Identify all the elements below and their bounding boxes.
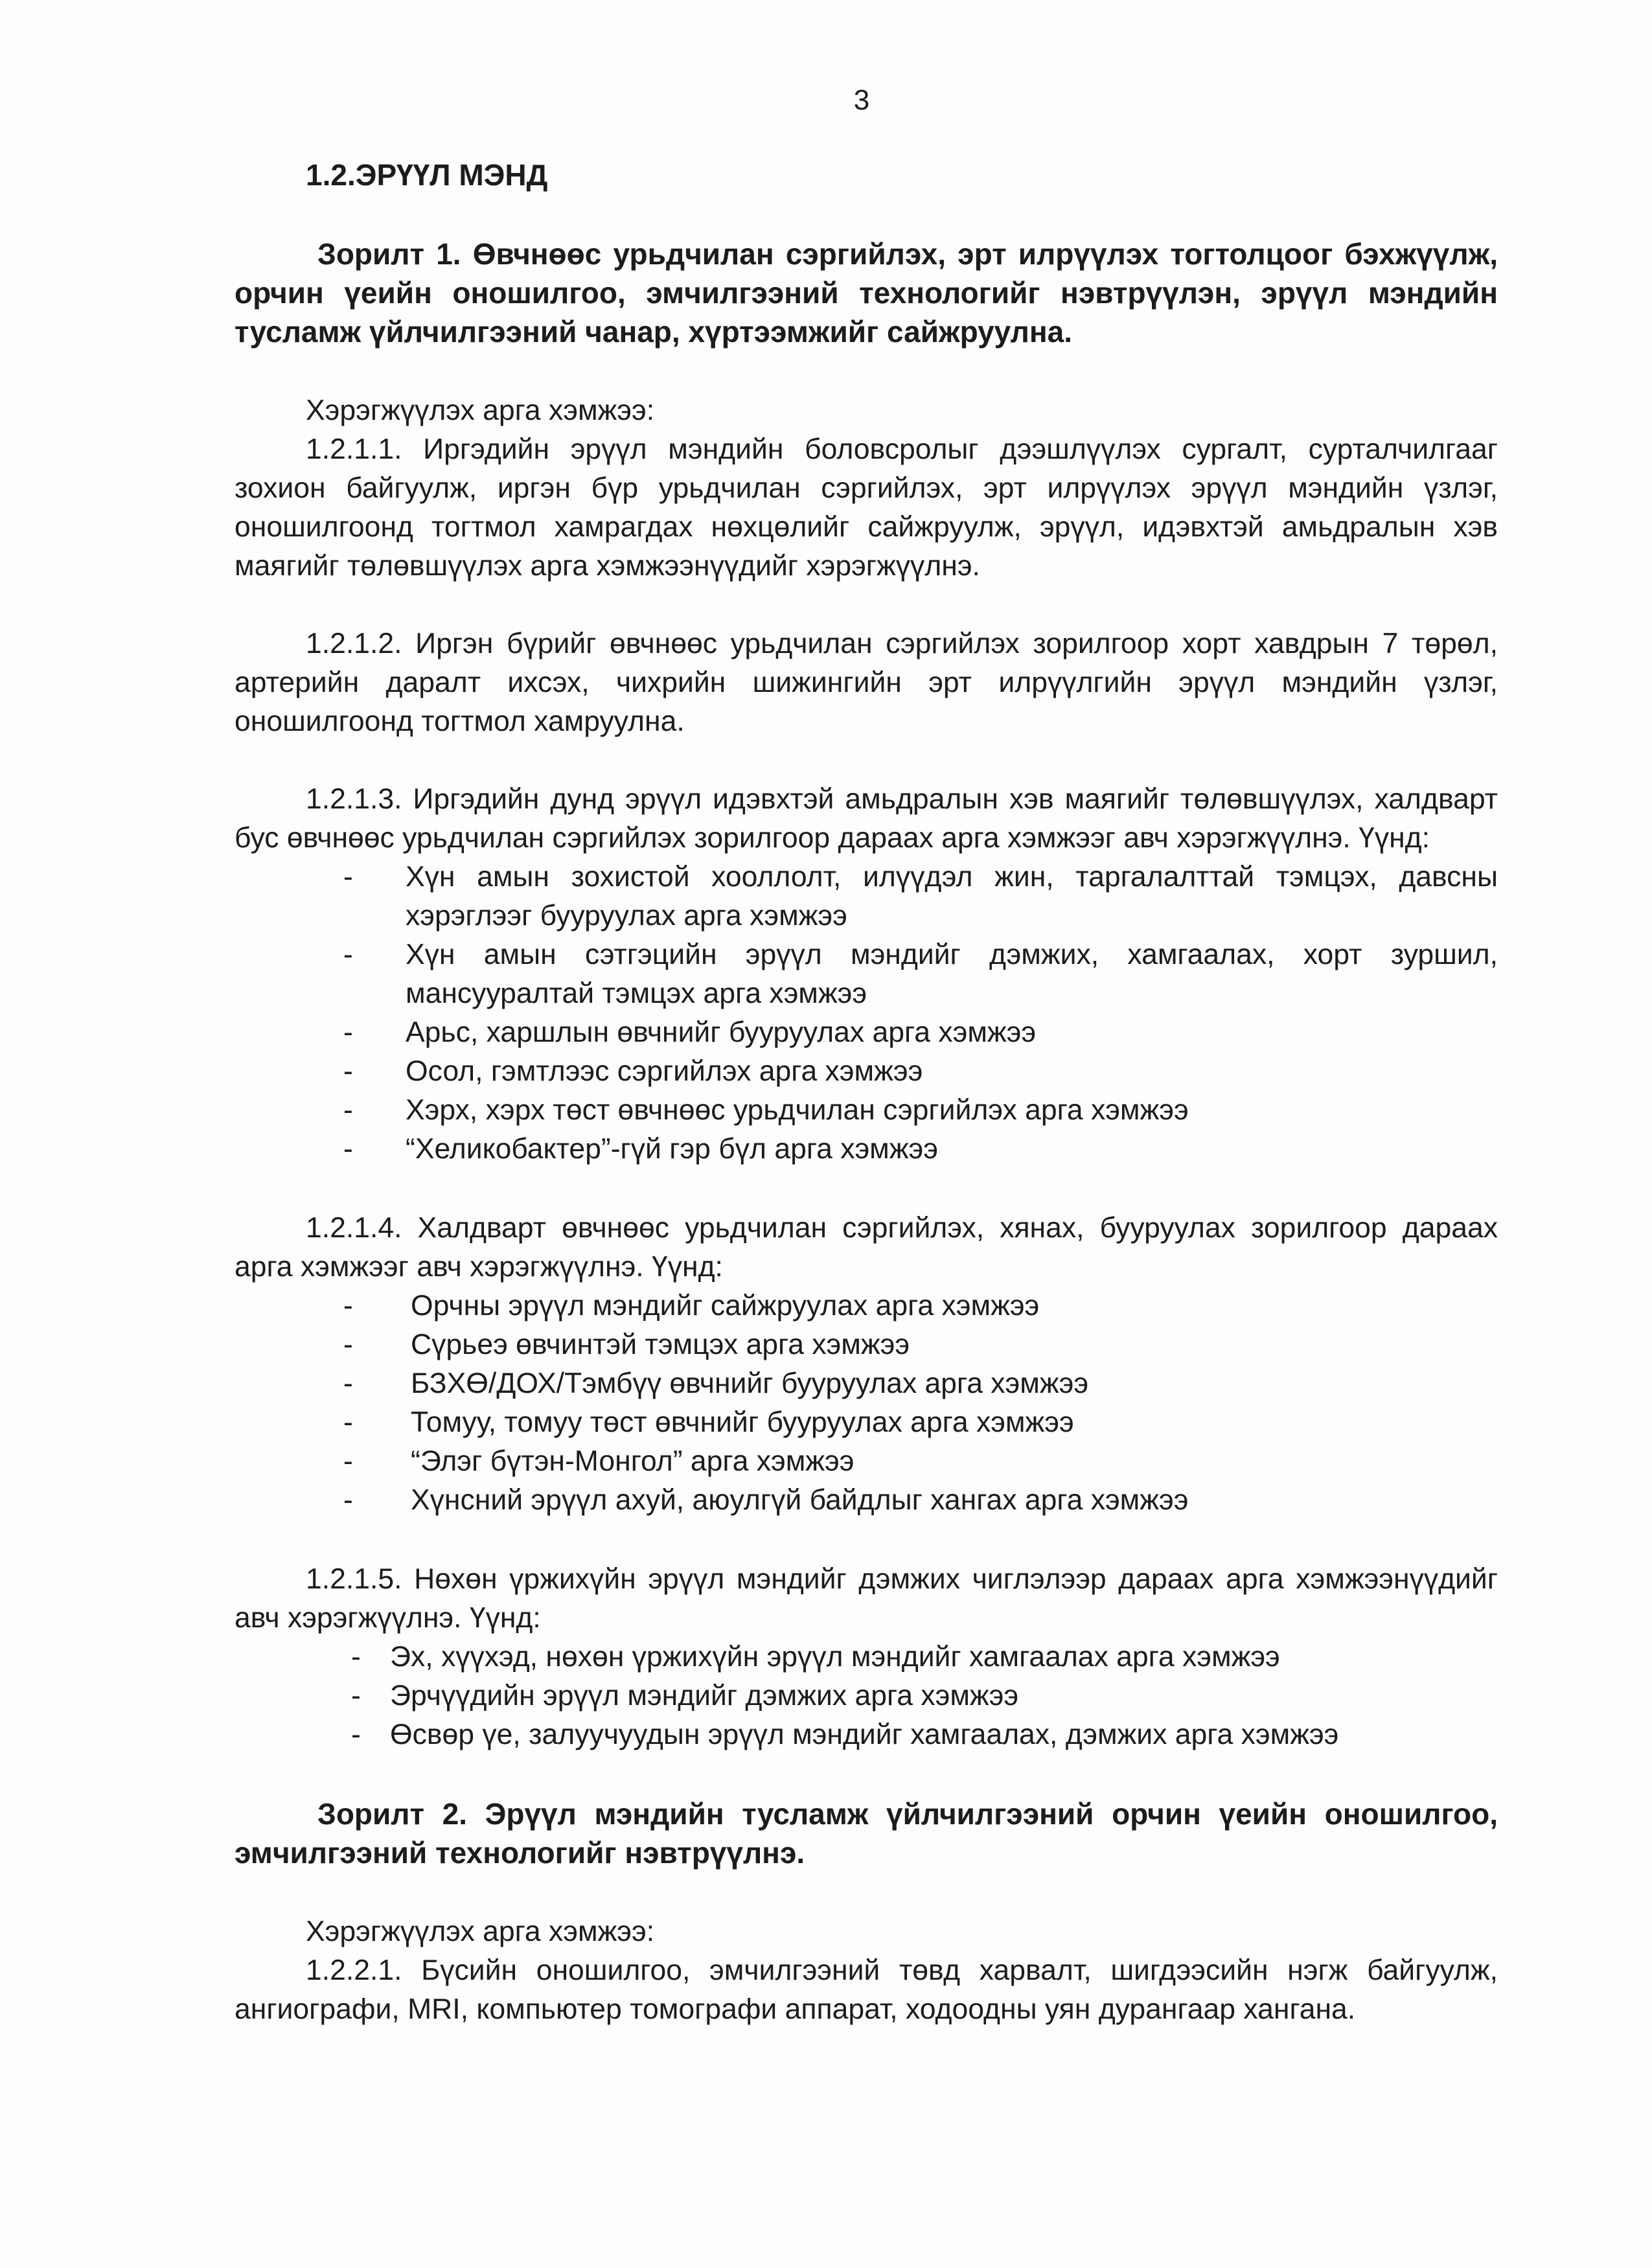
list-item: - Осол, гэмтлээс сэргийлэх арга хэмжээ: [235, 1052, 1498, 1091]
dash-bullet: -: [351, 1719, 361, 1750]
paragraph-1-2-1-1: 1.2.1.1. Иргэдийн эрүүл мэндийн боловсролыг дээшлүүлэх сургалт, сурталчилгааг зохион байгуулж, иргэн бүр урьдчилан сэргийлэх, эрт илрүүлэх эрүүл мэндийн үзлэг, оношилгоонд тогтмол хамрагдах нөхцөлийг сайжруулж, эрүүл, идэвхтэй амьдралын хэв маягийг төлөвшүүлэх арга хэмжээнүүдийг хэрэгжүүлнэ.: [235, 433, 1498, 582]
list-1-2-1-3: [235, 858, 1498, 1169]
paragraph-1-2-1-4: 1.2.1.4. Халдварт өвчнөөс урьдчилан сэргийлэх, хянах, бууруулах зорилгоор дараах арга хэмжээг авч хэрэгжүүлнэ. Үүнд:: [235, 1212, 1498, 1283]
dash-bullet: -: [343, 1484, 353, 1516]
list-item: - Хүн амын сэтгэцийн эрүүл мэндийг дэмжих, хамгаалах, хорт зуршил, мансууралтай тэмцэх арга хэмжээ: [235, 935, 1498, 1013]
measures-label: Хэрэгжүүлэх арга хэмжээ:: [306, 395, 655, 426]
paragraph-1-2-1-2: 1.2.1.2. Иргэн бүрийг өвчнөөс урьдчилан сэргийлэх зорилгоор хорт хавдрын 7 төрөл, артерийн даралт ихсэх, чихрийн шижингийн эрт илрүүлгийн эрүүл мэндийн үзлэг, оношилгоонд тогтмол хамруулна.: [235, 628, 1498, 737]
dash-bullet: -: [343, 1368, 353, 1399]
section-heading: 1.2.ЭРҮҮЛ МЭНД: [306, 158, 548, 192]
dash-bullet: -: [343, 1016, 353, 1048]
dash-bullet: -: [343, 1406, 353, 1438]
list-item: - Эрчүүдийн эрүүл мэндийг дэмжих арга хэмжээ: [235, 1677, 1498, 1715]
dash-bullet: -: [351, 1680, 361, 1712]
dash-bullet: -: [343, 1133, 353, 1165]
list-item: - Хэрх, хэрх төст өвчнөөс урьдчилан сэргийлэх арга хэмжээ: [235, 1091, 1498, 1130]
list-item: - Эх, хүүхэд, нөхөн үржихүйн эрүүл мэндийг хамгаалах арга хэмжээ: [235, 1638, 1498, 1677]
list-item: - БЗХӨ/ДОХ/Тэмбүү өвчнийг бууруулах арга хэмжээ: [235, 1364, 1498, 1403]
measures-label-2: Хэрэгжүүлэх арга хэмжээ:: [306, 1916, 655, 1947]
list-item: - “Элэг бүтэн-Монгол” арга хэмжээ: [235, 1442, 1498, 1481]
goal-2: Зорилт 2. Эрүүл мэндийн тусламж үйлчилгээний орчин үеийн оношилгоо, эмчилгээний технологийг нэвтрүүлнэ.: [235, 1797, 1498, 1870]
list-item: - Хүн амын зохистой хооллолт, илүүдэл жин, таргалалттай тэмцэх, давсны хэрэглээг бууруулах арга хэмжээ: [235, 858, 1498, 935]
page-number: 3: [853, 84, 870, 116]
dash-bullet: -: [343, 1094, 353, 1126]
dash-bullet: -: [343, 861, 353, 893]
list-item: - Өсвөр үе, залуучуудын эрүүл мэндийг хамгаалах, дэмжих арга хэмжээ: [235, 1715, 1498, 1754]
list-item: - Томуу, томуу төст өвчнийг бууруулах арга хэмжээ: [235, 1403, 1498, 1442]
dash-bullet: -: [351, 1641, 361, 1673]
paragraph-1-2-1-5: 1.2.1.5. Нөхөн үржихүйн эрүүл мэндийг дэмжих чиглэлээр дараах арга хэмжээнүүдийг авч хэрэгжүүлнэ. Үүнд:: [235, 1563, 1498, 1634]
list-item: - Хүнсний эрүүл ахуй, аюулгүй байдлыг хангах арга хэмжээ: [235, 1481, 1498, 1520]
dash-bullet: -: [343, 1290, 353, 1322]
list-item: - Сүрьеэ өвчинтэй тэмцэх арга хэмжээ: [235, 1325, 1498, 1364]
dash-bullet: -: [343, 1329, 353, 1360]
paragraph-1-2-1-3: 1.2.1.3. Иргэдийн дунд эрүүл идэвхтэй амьдралын хэв маягийг төлөвшүүлэх, халдварт бус өвчнөөс урьдчилан сэргийлэх зорилгоор дараах арга хэмжээг авч хэрэгжүүлнэ. Үүнд:: [235, 783, 1498, 854]
document-body: [235, 155, 1498, 2029]
goal-1: Зорилт 1. Өвчнөөс урьдчилан сэргийлэх, эрт илрүүлэх тогтолцоог бэхжүүлж, орчин үеийн оношилгоо, эмчилгээний технологийг нэвтрүүлэн, эрүүл мэндийн тусламж үйлчилгээний чанар, хүртээмжийг сайжруулна.: [235, 237, 1498, 349]
dash-bullet: -: [343, 939, 353, 970]
list-item: - Орчны эрүүл мэндийг сайжруулах арга хэмжээ: [235, 1287, 1498, 1325]
list-1-2-1-5: [235, 1638, 1498, 1754]
dash-bullet: -: [343, 1055, 353, 1087]
dash-bullet: -: [343, 1445, 353, 1477]
list-item: - Арьс, харшлын өвчнийг бууруулах арга хэмжээ: [235, 1013, 1498, 1052]
paragraph-1-2-2-1: 1.2.2.1. Бүсийн оношилгоо, эмчилгээний төвд харвалт, шигдээсийн нэгж байгуулж, ангиографи, MRI, компьютер томографи аппарат, ходоодны уян дурангаар хангана.: [235, 1954, 1498, 2025]
list-item: - “Хеликобактер”-гүй гэр бүл арга хэмжээ: [235, 1130, 1498, 1169]
list-1-2-1-4: [235, 1287, 1498, 1520]
